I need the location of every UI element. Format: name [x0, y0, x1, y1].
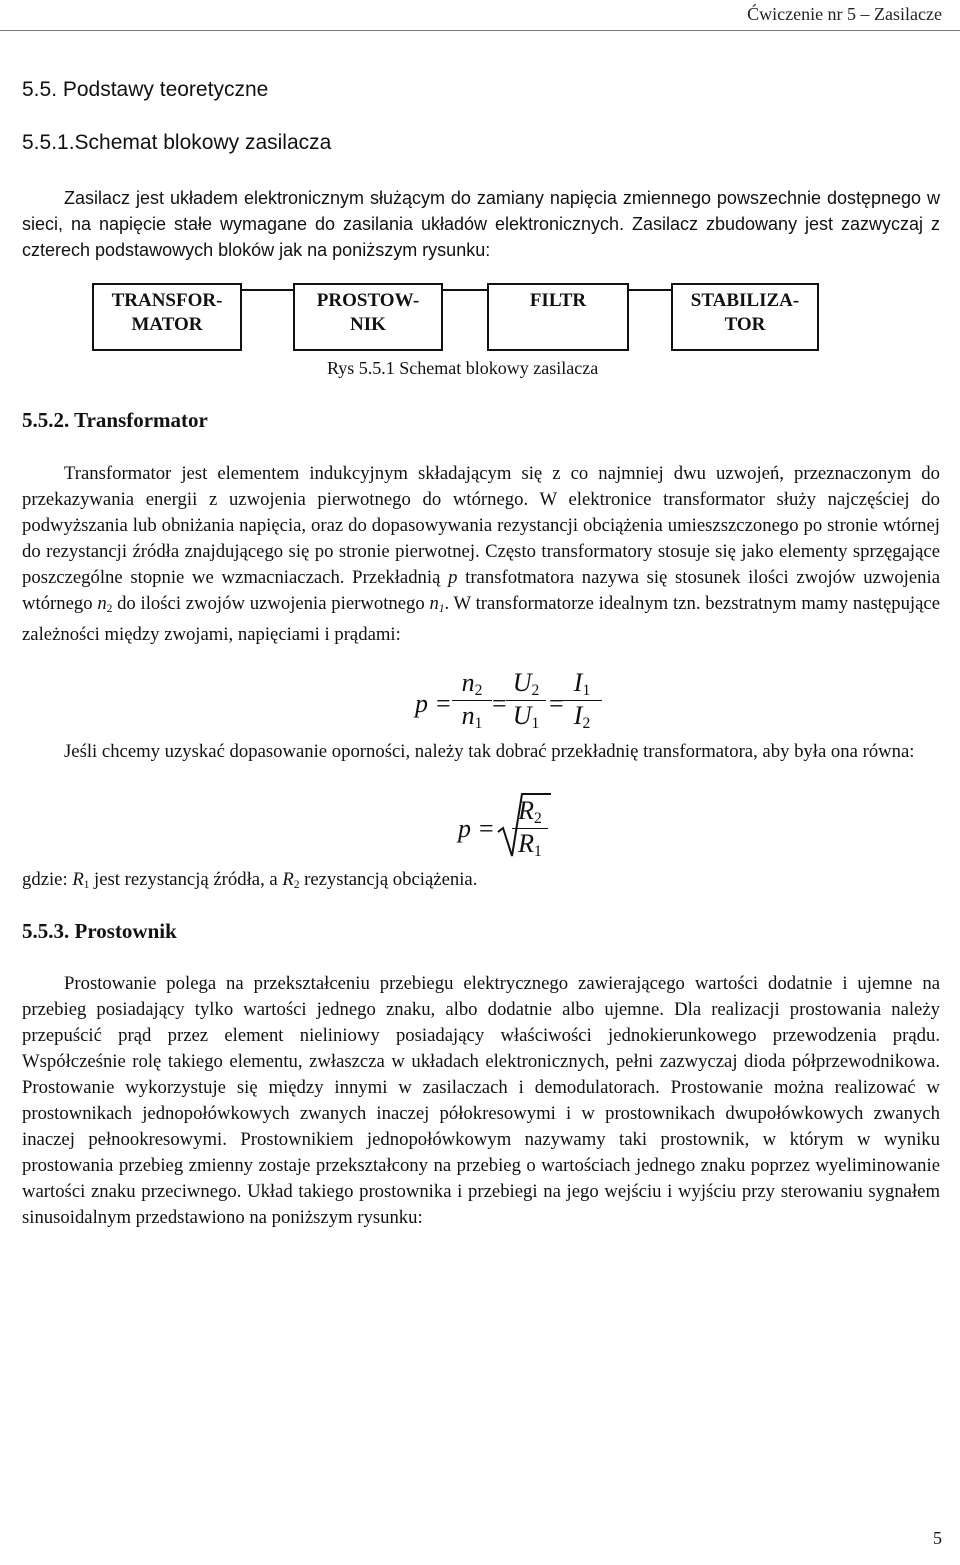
- block-filtr: [487, 283, 629, 351]
- header-rule: [0, 30, 960, 31]
- block-stabilizator: [671, 283, 819, 351]
- fraction-currents: $I_1$ $I_2$: [562, 670, 602, 731]
- block-label-line1: STABILIZA-: [690, 290, 800, 311]
- block-label-line2: TOR: [724, 314, 766, 335]
- matching-paragraph: Jeśli chcemy uzyskać dopasowanie oporności, należy tak dobrać przekładnię transformatora, aby była ona równa:: [64, 741, 915, 762]
- block-label-line1: PROSTOW-: [316, 290, 420, 311]
- block-label-line2: MATOR: [131, 314, 203, 335]
- formula-lhs: p: [415, 689, 428, 718]
- subsection-1-title: 5.5.1.Schemat blokowy zasilacza: [22, 131, 332, 154]
- block-prostownik: [293, 283, 443, 351]
- formula-equals: =: [436, 689, 451, 718]
- page-number: 5: [933, 1528, 942, 1548]
- subsection-3-title: 5.5.3. Prostownik: [22, 919, 177, 943]
- where-line: gdzie: $R_1$ jest rezystancją źródła, a $R_2$ rezystancją obciążenia.: [22, 869, 478, 891]
- intro-paragraph: Zasilacz jest układem elektronicznym służącym do zamiany napięcia zmiennego powszechnie dostępnego w sieci, na napięcie stałe wymagane do zasilania układów elektronicznych. Zasilacz zbudowany jest zazwyczaj z czterech podstawowych bloków jak na poniższym rysunku:: [22, 188, 940, 260]
- connector-line: [629, 289, 671, 291]
- fraction-voltages: $U_2$ $U_1$: [506, 670, 546, 731]
- connector-line: [242, 289, 293, 291]
- block-label-line1: TRANSFOR-: [111, 290, 223, 311]
- section-title: 5.5. Podstawy teoretyczne: [22, 78, 269, 101]
- formula-lhs: p: [458, 814, 471, 843]
- block-transformator: [92, 283, 242, 351]
- prostownik-paragraph: Prostowanie polega na przekształceniu przebiegu elektrycznego zawierającego wartości dodatnie i ujemne na przebieg posiadający tylko wartości jednego znaku, albo dodatnie albo ujemne. Dla realizacji prostowania należy przepuścić prąd przez element nieliniowy posiadający właściwości jednokierunkowego przewodzenia prądu. Współcześnie rolę takiego elementu, zwłaszcza w układach elektronicznych, pełni zazwyczaj dioda półprzewodnikowa. Prostowanie wykorzystuje się między innymi w zasilaczach i demodulatorach. Prostowanie można realizować w prostownikach jednopołówkowych zwanych inaczej półokresowymi i w prostownikach dwupołówkowych zwanych inaczej pełnookresowymi. Prostownikiem jednopołówkowym nazywamy taki prostownik, w którym w wyniku prostowania przebieg zmienny zostaje przekształcony na przebieg o wartościach jednego znaku poprzez wyeliminowanie wartości znaku przeciwnego. Układ takiego prostownika i przebiegi na jego wejściu i wyjściu przy sterowaniu sygnałem sinusoidalnym przedstawiono na poniższym rysunku:: [22, 973, 940, 1228]
- figure-caption: Rys 5.5.1 Schemat blokowy zasilacza: [327, 358, 599, 378]
- fraction-turns: $n_2$ $n_1$: [452, 670, 492, 731]
- formula-equals: =: [479, 814, 494, 843]
- formula-equals: =: [492, 689, 507, 718]
- subsection-2-title: 5.5.2. Transformator: [22, 408, 208, 432]
- block-label-line2: NIK: [350, 314, 386, 335]
- running-header: Ćwiczenie nr 5 – Zasilacze: [747, 4, 942, 24]
- connector-line: [443, 289, 487, 291]
- block-label-line1: FILTR: [529, 290, 587, 311]
- fraction-resistances: $R_2$ $R_1$: [512, 798, 548, 859]
- formula-equals: =: [549, 689, 564, 718]
- transformator-paragraph: Transformator jest elementem indukcyjnym składającym się z co najmniej dwu uzwojeń, przeznaczonym do przekazywania energii z uzwojenia pierwotnego do wtórnego. W elektronice transformator służy najczęściej do podwyższania lub obniżania napięcia, oraz do dopasowywania rezystancji obciążenia umieszszczonego po stronie wtórnej do rezystancji źródła znajdującego się po stronie pierwotnej. Często transformatory stosuje się jako elementy sprzęgające poszczególne stopnie we wzmacniaczach. Przekładnią p transfotmatora nazywa się stosunek ilości zwojów uzwojenia wtórnego $n_2$ do ilości zwojów uzwojenia pierwotnego $n_1$. W transformatorze idealnym tzn. bezstratnym mamy następujące zależności między zwojami, napięciami i prądami:: [22, 463, 940, 645]
